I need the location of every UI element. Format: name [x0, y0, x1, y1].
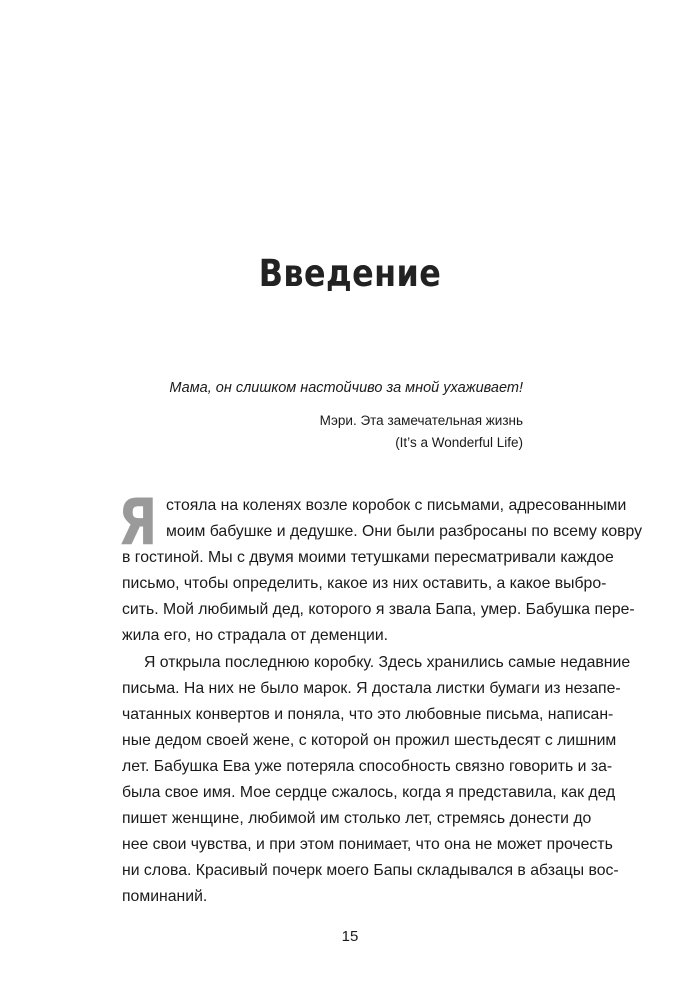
page-number: 15	[341, 928, 359, 945]
text-line: поминаний.	[122, 888, 208, 906]
text-line: в гостиной. Мы с двумя моими тетушками пересматривали каждое	[122, 549, 614, 567]
paragraph-1	[122, 493, 643, 650]
text-line: письмо, чтобы определить, какое из них оставить, а какое выбро-	[122, 575, 607, 593]
epigraph-source-line-1: Мэри. Эта замечательная жизнь	[319, 413, 523, 428]
text-line: стояла на коленях возле коробок с письмами, адресованными	[166, 497, 627, 514]
text-line: Я открыла последнюю коробку. Здесь хранились самые недавние	[144, 653, 631, 671]
text-line: ни слова. Красивый почерк моего Бапы складывался в абзацы вос-	[122, 862, 619, 880]
text-line: ные дедом своей жене, с которой он прожил шестьдесят с лишним	[122, 731, 617, 749]
text-line: сить. Мой любимый дед, которого я звала Бапа, умер. Бабушка пере-	[122, 601, 635, 619]
chapter-title: Введение	[258, 252, 442, 295]
epigraph	[63, 380, 523, 454]
text-line: нее свои чувства, и при этом понимает, что она не может прочесть	[122, 836, 613, 854]
paragraph-2	[122, 650, 631, 911]
text-line: была свое имя. Мое сердце сжалось, когда я представила, как дед	[122, 784, 616, 802]
text-line: жила его, но страдала от деменции.	[122, 627, 389, 645]
text-line: письма. На них не было марок. Я достала листки бумаги из незапе-	[122, 679, 621, 697]
text-line: лет. Бабушка Ева уже потеряла способность связно говорить и за-	[122, 757, 613, 775]
text-line: пишет женщине, любимой им столько лет, стремясь донести до	[122, 810, 592, 828]
epigraph-source-line-2: (It’s a Wonderful Life)	[395, 435, 523, 450]
text-line: моим бабушке и дедушке. Они были разбросаны по всему ковру	[166, 523, 643, 541]
body-text	[118, 486, 643, 911]
epigraph-quote: Мама, он слишком настойчиво за мной ухаживает!	[169, 380, 523, 396]
drop-cap: Я	[118, 486, 158, 560]
text-line: чатанных конвертов и поняла, что это любовные письма, написан-	[122, 705, 614, 723]
